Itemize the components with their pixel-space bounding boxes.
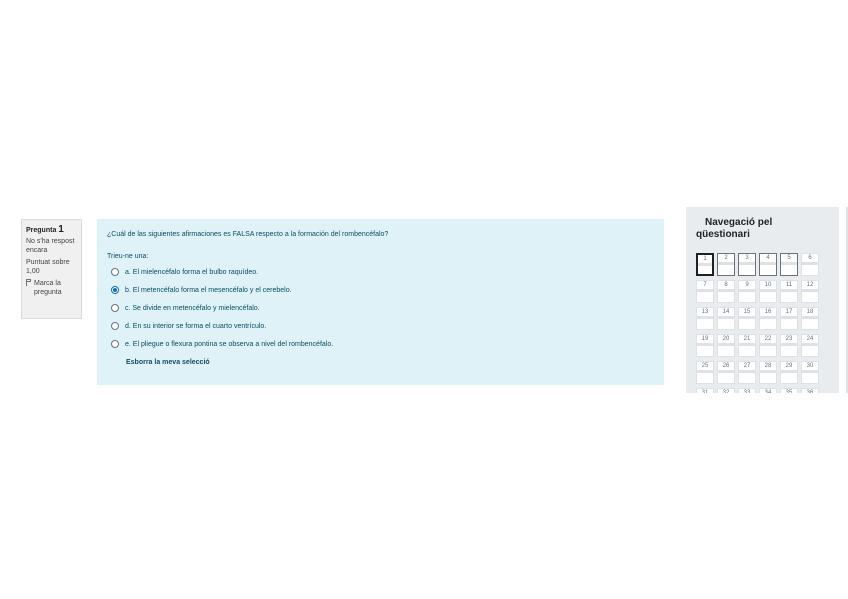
nav-question-button[interactable] [780, 253, 798, 276]
nav-question-number: 10 [764, 282, 772, 288]
nav-question-number: 1 [703, 256, 707, 262]
nav-question-status-stripe [802, 370, 818, 373]
nav-question-status-stripe [760, 289, 776, 292]
nav-question-number: 27 [743, 363, 751, 369]
nav-question-button[interactable] [696, 253, 714, 276]
nav-question-status-stripe [802, 262, 818, 265]
nav-question-button[interactable] [717, 307, 735, 330]
nav-question-button[interactable] [696, 307, 714, 330]
nav-question-button[interactable] [801, 280, 819, 303]
nav-question-button[interactable] [780, 361, 798, 384]
nav-question-status-stripe [760, 343, 776, 346]
answer-list [107, 263, 654, 353]
answer-option-b[interactable] [107, 281, 654, 299]
nav-question-number: 3 [745, 255, 749, 261]
answer-option-c[interactable] [107, 299, 654, 317]
nav-question-number: 9 [745, 282, 749, 288]
nav-question-button[interactable] [717, 253, 735, 276]
nav-question-button[interactable] [717, 280, 735, 303]
nav-question-button[interactable] [759, 280, 777, 303]
nav-question-button[interactable] [759, 361, 777, 384]
clear-selection-link[interactable]: Esborra la meva selecció [126, 359, 210, 366]
nav-question-number: 15 [743, 309, 751, 315]
question-grade: Puntuat sobre 1,00 [26, 259, 70, 275]
nav-question-number: 18 [806, 309, 814, 315]
nav-question-button[interactable] [780, 388, 798, 393]
nav-question-number: 5 [787, 255, 791, 261]
navigation-title-line2: qüestionari [696, 229, 750, 240]
nav-question-status-stripe [739, 370, 755, 373]
nav-question-status-stripe [718, 316, 734, 319]
nav-question-status-stripe [718, 289, 734, 292]
nav-question-button[interactable] [738, 334, 756, 357]
answer-label-c: c. Se divide en metencéfalo y mielencéfalo. [125, 304, 260, 312]
nav-question-status-stripe [697, 316, 713, 319]
nav-question-number: 20 [722, 336, 730, 342]
nav-question-button[interactable] [801, 253, 819, 276]
flag-question-link[interactable] [26, 279, 77, 297]
nav-question-status-stripe [697, 343, 713, 346]
nav-question-button[interactable] [759, 253, 777, 276]
nav-question-button[interactable] [801, 334, 819, 357]
answer-option-d[interactable] [107, 317, 654, 335]
radio-a[interactable] [111, 268, 119, 276]
question-text: ¿Cuál de las siguientes afirmaciones es FALSA respecto a la formación del rombencéfalo? [107, 231, 389, 238]
nav-question-status-stripe [739, 262, 755, 265]
nav-question-status-stripe [802, 289, 818, 292]
nav-question-number: 19 [701, 336, 709, 342]
answer-option-e[interactable] [107, 335, 654, 353]
radio-e[interactable] [111, 340, 119, 348]
nav-question-number: 23 [785, 336, 793, 342]
nav-question-status-stripe [781, 262, 797, 265]
radio-b[interactable] [111, 286, 119, 294]
nav-question-number: 21 [743, 336, 751, 342]
nav-question-number: 35 [785, 390, 793, 393]
nav-question-button[interactable] [738, 307, 756, 330]
navigation-title [696, 217, 800, 241]
nav-question-status-stripe [781, 343, 797, 346]
nav-question-number: 17 [785, 309, 793, 315]
nav-question-button[interactable] [738, 280, 756, 303]
quiz-navigation [686, 207, 839, 393]
nav-question-number: 30 [806, 363, 814, 369]
nav-question-status-stripe [760, 370, 776, 373]
nav-question-button[interactable] [801, 388, 819, 393]
answer-label-e: e. El pliegue o flexura pontina se observa a nivel del rombencéfalo. [125, 340, 334, 348]
nav-question-button[interactable] [738, 361, 756, 384]
nav-question-status-stripe [760, 262, 776, 265]
answer-option-a[interactable] [107, 263, 654, 281]
nav-question-status-stripe [781, 370, 797, 373]
answer-label-d: d. En su interior se forma el cuarto ventrículo. [125, 322, 267, 330]
nav-question-number: 24 [806, 336, 814, 342]
nav-question-status-stripe [781, 316, 797, 319]
nav-question-number: 34 [764, 390, 772, 393]
nav-question-status-stripe [697, 370, 713, 373]
nav-question-status-stripe [781, 289, 797, 292]
nav-question-number: 28 [764, 363, 772, 369]
radio-d[interactable] [111, 322, 119, 330]
nav-question-number: 33 [743, 390, 751, 393]
nav-question-status-stripe [739, 289, 755, 292]
nav-question-button[interactable] [780, 280, 798, 303]
nav-question-status-stripe [718, 370, 734, 373]
nav-question-status-stripe [760, 316, 776, 319]
answer-prompt: Trieu-ne una: [107, 253, 149, 260]
question-content [97, 219, 664, 385]
nav-question-number: 14 [722, 309, 730, 315]
nav-question-number: 2 [724, 255, 728, 261]
nav-question-button[interactable] [801, 361, 819, 384]
nav-question-status-stripe [739, 316, 755, 319]
nav-question-button[interactable] [780, 334, 798, 357]
nav-question-status-stripe [802, 343, 818, 346]
nav-question-number: 12 [806, 282, 814, 288]
nav-question-number: 32 [722, 390, 730, 393]
question-number [26, 225, 77, 235]
nav-question-number: 26 [722, 363, 730, 369]
nav-question-button[interactable] [696, 334, 714, 357]
navigation-title-line1: Navegació pel [705, 217, 773, 228]
question-state: No s'ha respost encara [26, 238, 75, 254]
nav-question-button[interactable] [738, 388, 756, 393]
nav-question-status-stripe [697, 289, 713, 292]
nav-question-button[interactable] [717, 361, 735, 384]
nav-question-status-stripe [739, 343, 755, 346]
nav-question-number: 6 [808, 255, 812, 261]
nav-question-number: 22 [764, 336, 772, 342]
nav-question-button[interactable] [738, 253, 756, 276]
nav-question-button[interactable] [759, 388, 777, 393]
nav-question-number: 36 [806, 390, 814, 393]
nav-question-number: 29 [785, 363, 793, 369]
nav-question-button[interactable] [780, 307, 798, 330]
nav-question-button[interactable] [696, 388, 714, 393]
nav-question-button[interactable] [696, 280, 714, 303]
nav-question-button[interactable] [801, 307, 819, 330]
flag-label: Marca la pregunta [34, 280, 62, 296]
nav-question-number: 31 [701, 390, 709, 393]
nav-question-status-stripe [718, 262, 734, 265]
nav-question-button[interactable] [717, 388, 735, 393]
nav-question-number: 16 [764, 309, 772, 315]
nav-question-number: 8 [724, 282, 728, 288]
nav-question-status-stripe [698, 263, 712, 266]
flag-icon [26, 279, 32, 286]
nav-question-button[interactable] [759, 307, 777, 330]
nav-question-status-stripe [802, 316, 818, 319]
nav-question-number: 13 [701, 309, 709, 315]
nav-question-button[interactable] [696, 361, 714, 384]
nav-question-number: 4 [766, 255, 770, 261]
question-label: Pregunta [26, 227, 57, 234]
radio-c[interactable] [111, 304, 119, 312]
answer-label-a: a. El mielencéfalo forma el bulbo raquídeo. [125, 268, 259, 276]
nav-question-number: 25 [701, 363, 709, 369]
nav-question-button[interactable] [717, 334, 735, 357]
question-number-value: 1 [58, 224, 64, 235]
answer-label-b: b. El metencéfalo forma el mesencéfalo y el cerebelo. [125, 286, 292, 294]
nav-question-status-stripe [718, 343, 734, 346]
question-info [21, 219, 82, 319]
nav-question-button[interactable] [759, 334, 777, 357]
navigation-grid [696, 253, 829, 393]
nav-question-number: 11 [785, 282, 793, 288]
nav-question-number: 7 [703, 282, 707, 288]
